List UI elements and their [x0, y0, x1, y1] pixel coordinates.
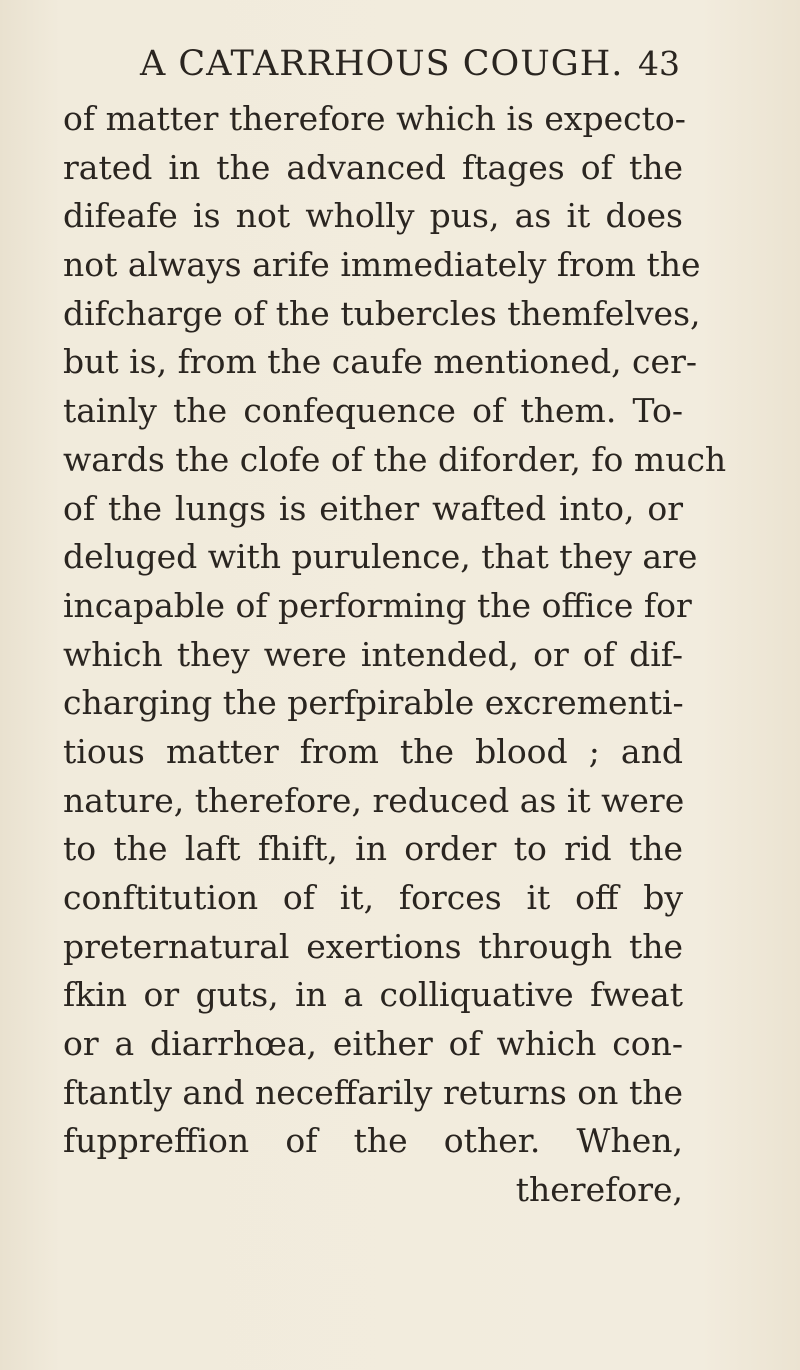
text-line: difeafe is not wholly pus, as it does [63, 196, 683, 236]
text-line: tious matter from the blood ; and [63, 731, 683, 771]
text-line: fkin or guts, in a colliquative fweat [63, 975, 683, 1015]
text-line: ftantly and neceffarily returns on the [63, 1072, 683, 1112]
running-head [140, 44, 680, 88]
text-line: which they were intended, or of dif- [63, 634, 683, 674]
text-line: of the lungs is either wafted into, or [63, 488, 683, 528]
text-line: wards the clofe of the diforder, fo much [63, 439, 727, 479]
text-line: charging the perfpirable excrementi- [63, 683, 684, 723]
text-line: to the laft fhift, in order to rid the [63, 829, 683, 869]
page-number: 43 [638, 44, 680, 83]
text-line: rated in the advanced ftages of the [63, 147, 683, 187]
text-line: incapable of performing the office for [63, 585, 692, 625]
text-line: of matter therefore which is expecto- [63, 99, 686, 138]
text-line: not always arife immediately from the [63, 245, 701, 285]
text-line: fuppreffion of the other. When, [63, 1121, 683, 1161]
text-line: but is, from the caufe mentioned, cer- [63, 342, 697, 382]
text-line: or a diarrhœa, either of which con- [63, 1024, 683, 1064]
text-line: tainly the confequence of them. To- [63, 391, 683, 431]
text-line: conftitution of it, forces it off by [63, 878, 683, 917]
catchword-line: therefore, [515, 1170, 683, 1210]
running-title: A CATARRHOUS COUGH. [140, 44, 624, 84]
text-line: preternatural exertions through the [63, 926, 683, 966]
text-line: difcharge of the tubercles themfelves, [63, 293, 701, 333]
body-text [63, 95, 727, 1215]
text-line: nature, therefore, reduced as it were [63, 780, 685, 820]
text-line: deluged with purulence, that they are [63, 537, 698, 577]
